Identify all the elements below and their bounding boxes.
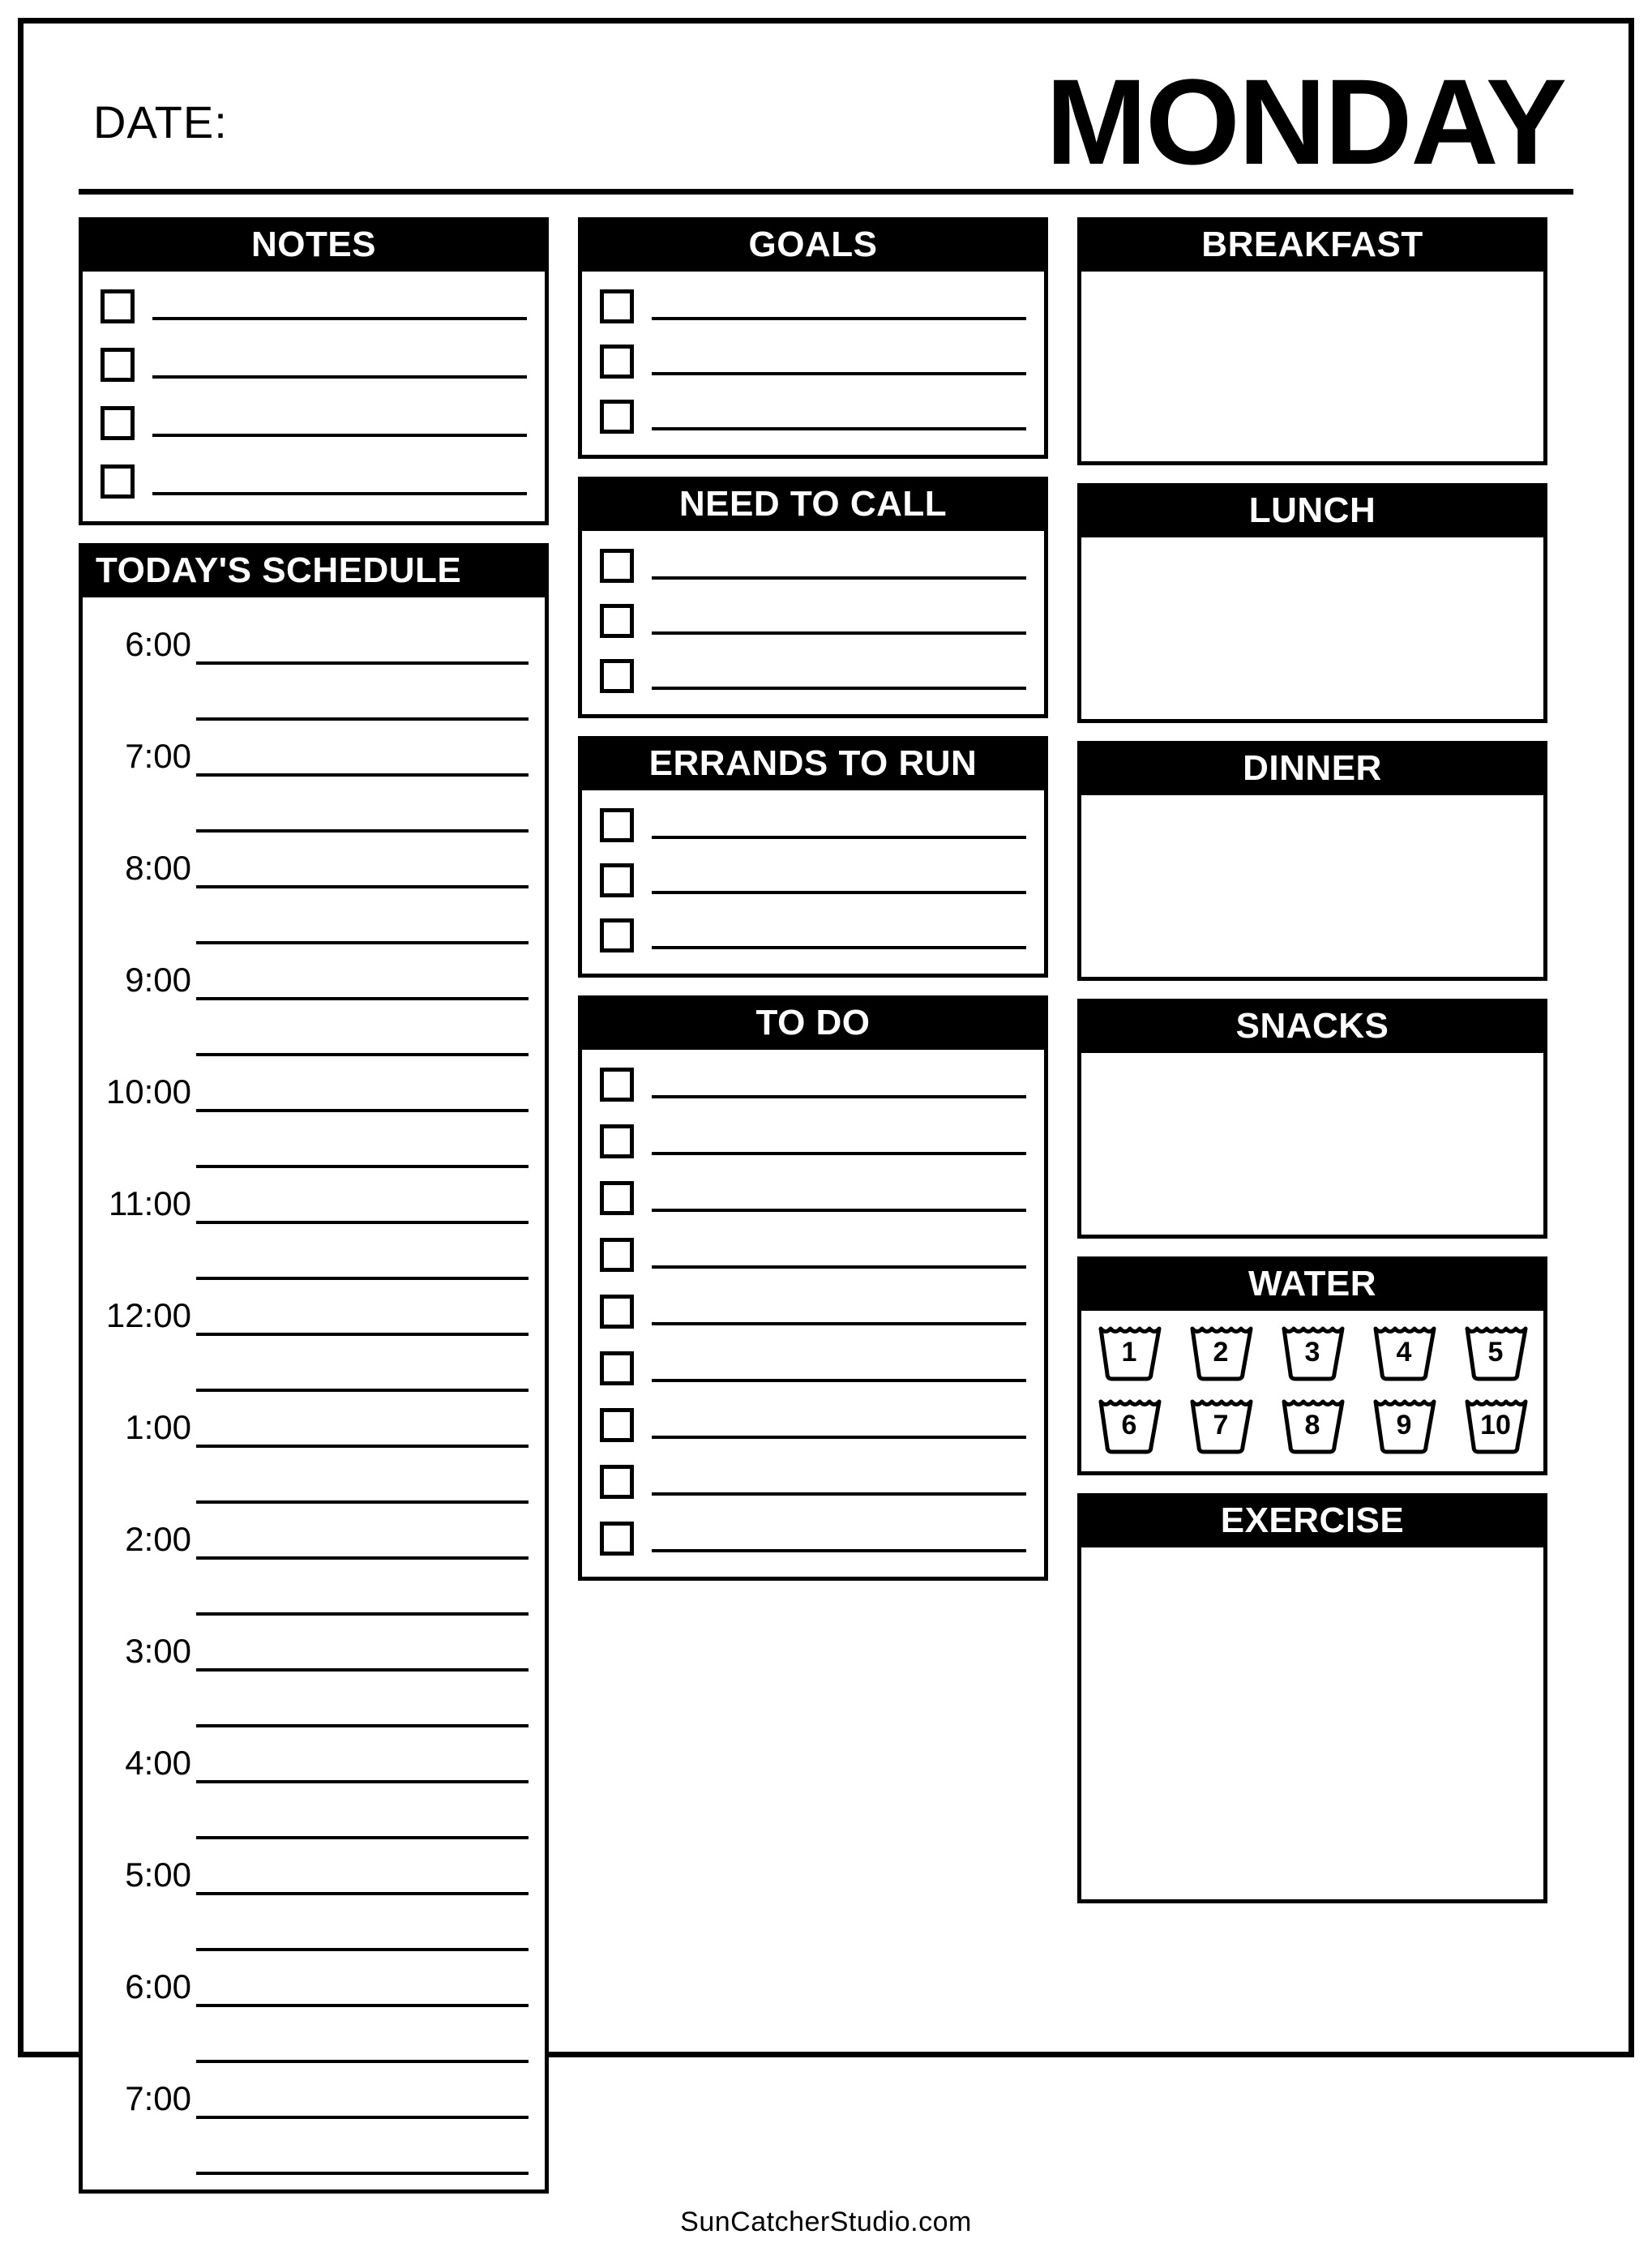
schedule-time: 3:00 xyxy=(125,1632,191,1670)
schedule-row[interactable] xyxy=(94,1168,529,1224)
write-line[interactable] xyxy=(196,1556,529,1616)
write-line[interactable] xyxy=(152,293,527,320)
write-line[interactable] xyxy=(196,1165,529,1224)
write-line[interactable] xyxy=(652,867,1026,894)
checkbox-icon[interactable] xyxy=(600,659,634,693)
write-line[interactable] xyxy=(196,1780,529,1839)
write-line[interactable] xyxy=(652,811,1026,839)
todo-row[interactable] xyxy=(600,1238,1026,1272)
dinner-title: DINNER xyxy=(1081,745,1543,795)
write-line[interactable] xyxy=(196,1333,529,1392)
page-header xyxy=(79,54,1573,190)
water-glass-number: 1 xyxy=(1121,1337,1137,1368)
checkbox-icon[interactable] xyxy=(600,1068,634,1102)
middle-column xyxy=(578,217,1048,1581)
water-glass-number: 9 xyxy=(1396,1410,1412,1440)
schedule-row[interactable] xyxy=(94,1951,529,2007)
write-line[interactable] xyxy=(196,1612,529,1672)
notes-row[interactable] xyxy=(101,464,527,499)
left-column xyxy=(79,217,549,2194)
write-line[interactable] xyxy=(652,662,1026,690)
checkbox-icon[interactable] xyxy=(101,289,135,323)
checkbox-icon[interactable] xyxy=(101,348,135,382)
checkbox-icon[interactable] xyxy=(600,289,634,323)
checkbox-icon[interactable] xyxy=(600,1522,634,1556)
exercise-title: EXERCISE xyxy=(1081,1497,1543,1547)
todo-row[interactable] xyxy=(600,1408,1026,1442)
water-glass-icon[interactable] xyxy=(1279,1324,1346,1384)
checkbox-icon[interactable] xyxy=(600,604,634,638)
need-to-call-title: NEED TO CALL xyxy=(582,481,1044,531)
need-to-call-row[interactable] xyxy=(600,549,1026,583)
goals-row[interactable] xyxy=(600,345,1026,379)
schedule-time: 2:00 xyxy=(125,1520,191,1558)
dinner-write-area[interactable] xyxy=(1081,795,1543,977)
checkbox-icon[interactable] xyxy=(600,1238,634,1272)
water-glass-number: 7 xyxy=(1213,1410,1229,1440)
schedule-body xyxy=(83,597,545,2189)
exercise-box xyxy=(1077,1493,1547,1903)
schedule-time: 8:00 xyxy=(125,849,191,887)
schedule-row-half[interactable] xyxy=(94,1560,529,1616)
errands-row[interactable] xyxy=(600,918,1026,952)
write-line[interactable] xyxy=(652,922,1026,949)
schedule-row-half[interactable] xyxy=(94,1112,529,1168)
schedule-row[interactable] xyxy=(94,1056,529,1112)
schedule-row-half[interactable] xyxy=(94,1336,529,1392)
water-glass-number: 3 xyxy=(1304,1337,1320,1368)
schedule-row-half[interactable] xyxy=(94,1672,529,1727)
schedule-time: 7:00 xyxy=(125,2079,191,2117)
need-to-call-row[interactable] xyxy=(600,659,1026,693)
schedule-time: 11:00 xyxy=(109,1184,191,1222)
water-glass-number: 6 xyxy=(1121,1410,1137,1440)
schedule-time: 10:00 xyxy=(105,1072,191,1111)
checkbox-icon[interactable] xyxy=(600,1408,634,1442)
right-column xyxy=(1077,217,1547,1903)
write-line[interactable] xyxy=(196,1221,529,1280)
lunch-title: LUNCH xyxy=(1081,487,1543,537)
write-line[interactable] xyxy=(196,941,529,1000)
checkbox-icon[interactable] xyxy=(600,1465,634,1499)
write-line[interactable] xyxy=(196,2004,529,2063)
schedule-time: 12:00 xyxy=(105,1296,191,1334)
water-glass-icon[interactable] xyxy=(1462,1324,1529,1384)
breakfast-title: BREAKFAST xyxy=(1081,221,1543,272)
content-columns xyxy=(79,217,1573,2194)
water-glass-icon[interactable] xyxy=(1371,1397,1437,1457)
write-line[interactable] xyxy=(196,885,529,944)
write-line[interactable] xyxy=(196,1668,529,1727)
water-glass-icon[interactable] xyxy=(1462,1397,1529,1457)
write-line[interactable] xyxy=(196,1836,529,1895)
schedule-time: 6:00 xyxy=(125,625,191,663)
checkbox-icon[interactable] xyxy=(600,400,634,434)
schedule-row[interactable] xyxy=(94,2063,529,2119)
date-label: DATE: xyxy=(93,96,228,148)
notes-title: NOTES xyxy=(83,221,545,272)
write-line[interactable] xyxy=(196,1277,529,1336)
snacks-box xyxy=(1077,999,1547,1239)
lunch-box xyxy=(1077,483,1547,723)
write-line[interactable] xyxy=(652,1525,1026,1552)
water-glass-number: 10 xyxy=(1480,1410,1511,1440)
notes-row[interactable] xyxy=(101,406,527,440)
schedule-row[interactable] xyxy=(94,833,529,888)
write-line[interactable] xyxy=(652,1411,1026,1439)
write-line[interactable] xyxy=(196,2116,529,2175)
water-title: WATER xyxy=(1081,1261,1543,1311)
goals-title: GOALS xyxy=(582,221,1044,272)
checkbox-icon[interactable] xyxy=(600,1124,634,1158)
write-line[interactable] xyxy=(196,1948,529,2007)
notes-body xyxy=(83,272,545,521)
errands-row[interactable] xyxy=(600,808,1026,842)
schedule-row-half[interactable] xyxy=(94,1783,529,1839)
schedule-row[interactable] xyxy=(94,609,529,665)
write-line[interactable] xyxy=(196,1892,529,1951)
todo-row[interactable] xyxy=(600,1181,1026,1215)
write-line[interactable] xyxy=(196,661,529,721)
write-line[interactable] xyxy=(652,1468,1026,1496)
todo-body xyxy=(582,1050,1044,1577)
snacks-title: SNACKS xyxy=(1081,1003,1543,1053)
breakfast-write-area[interactable] xyxy=(1081,272,1543,461)
exercise-write-area[interactable] xyxy=(1081,1547,1543,1899)
water-glass-number: 8 xyxy=(1304,1410,1320,1440)
schedule-time: 6:00 xyxy=(125,1967,191,2005)
schedule-row[interactable] xyxy=(94,1839,529,1895)
water-glass-icon[interactable] xyxy=(1188,1324,1254,1384)
water-box xyxy=(1077,1256,1547,1475)
schedule-row[interactable] xyxy=(94,1616,529,1672)
errands-box xyxy=(578,736,1048,978)
todo-row[interactable] xyxy=(600,1068,1026,1102)
water-glass-number: 2 xyxy=(1213,1337,1229,1368)
schedule-box xyxy=(79,543,549,2194)
checkbox-icon[interactable] xyxy=(600,549,634,583)
todo-row[interactable] xyxy=(600,1124,1026,1158)
schedule-time: 1:00 xyxy=(125,1408,191,1446)
water-glass-number: 4 xyxy=(1396,1337,1412,1368)
schedule-time: 4:00 xyxy=(125,1744,191,1782)
dinner-box xyxy=(1077,741,1547,981)
schedule-time: 5:00 xyxy=(125,1856,191,1894)
write-line[interactable] xyxy=(196,1389,529,1448)
write-line[interactable] xyxy=(652,403,1026,430)
lunch-write-area[interactable] xyxy=(1081,537,1543,719)
write-line[interactable] xyxy=(652,607,1026,635)
schedule-row-half[interactable] xyxy=(94,1895,529,1951)
need-to-call-body xyxy=(582,531,1044,714)
write-line[interactable] xyxy=(652,1355,1026,1382)
todo-row[interactable] xyxy=(600,1295,1026,1329)
checkbox-icon[interactable] xyxy=(600,918,634,952)
checkbox-icon[interactable] xyxy=(600,808,634,842)
schedule-row-half[interactable] xyxy=(94,1000,529,1056)
write-line[interactable] xyxy=(196,717,529,777)
write-line[interactable] xyxy=(196,829,529,888)
todo-row[interactable] xyxy=(600,1351,1026,1385)
water-glass-icon[interactable] xyxy=(1188,1397,1254,1457)
write-line[interactable] xyxy=(196,773,529,833)
schedule-row-half[interactable] xyxy=(94,2007,529,2063)
write-line[interactable] xyxy=(196,1053,529,1112)
write-line[interactable] xyxy=(196,606,529,665)
write-line[interactable] xyxy=(652,1298,1026,1325)
write-line[interactable] xyxy=(196,2060,529,2119)
snacks-write-area[interactable] xyxy=(1081,1053,1543,1235)
schedule-row-half[interactable] xyxy=(94,665,529,721)
schedule-row[interactable] xyxy=(94,944,529,1000)
water-glass-icon[interactable] xyxy=(1096,1324,1162,1384)
errands-title: ERRANDS TO RUN xyxy=(582,740,1044,790)
write-line[interactable] xyxy=(652,1184,1026,1212)
write-line[interactable] xyxy=(652,1071,1026,1098)
notes-row[interactable] xyxy=(101,289,527,323)
footer-credit: SunCatcherStudio.com xyxy=(680,2207,972,2237)
water-glass-icon[interactable] xyxy=(1279,1397,1346,1457)
schedule-row-half[interactable] xyxy=(94,1224,529,1280)
goals-row[interactable] xyxy=(600,289,1026,323)
errands-row[interactable] xyxy=(600,863,1026,897)
checkbox-icon[interactable] xyxy=(600,1181,634,1215)
water-glass-icon[interactable] xyxy=(1096,1397,1162,1457)
schedule-row[interactable] xyxy=(94,1727,529,1783)
schedule-row-half[interactable] xyxy=(94,1448,529,1504)
water-row-1 xyxy=(1096,1324,1529,1384)
schedule-row[interactable] xyxy=(94,1504,529,1560)
checkbox-icon[interactable] xyxy=(600,345,634,379)
todo-row[interactable] xyxy=(600,1522,1026,1556)
checkbox-icon[interactable] xyxy=(101,464,135,499)
checkbox-icon[interactable] xyxy=(600,863,634,897)
water-glass-icon[interactable] xyxy=(1371,1324,1437,1384)
need-to-call-box xyxy=(578,477,1048,718)
todo-title: TO DO xyxy=(582,1000,1044,1050)
write-line[interactable] xyxy=(196,1445,529,1504)
schedule-row[interactable] xyxy=(94,1392,529,1448)
write-line[interactable] xyxy=(652,1241,1026,1269)
todo-row[interactable] xyxy=(600,1465,1026,1499)
goals-box xyxy=(578,217,1048,459)
write-line[interactable] xyxy=(196,1109,529,1168)
checkbox-icon[interactable] xyxy=(600,1295,634,1329)
goals-body xyxy=(582,272,1044,455)
water-glass-number: 5 xyxy=(1487,1337,1504,1368)
write-line[interactable] xyxy=(196,1724,529,1783)
notes-row[interactable] xyxy=(101,348,527,382)
water-body xyxy=(1081,1311,1543,1471)
schedule-row-half[interactable] xyxy=(94,777,529,833)
notes-box xyxy=(79,217,549,525)
write-line[interactable] xyxy=(152,351,527,379)
write-line[interactable] xyxy=(196,1500,529,1560)
header-divider xyxy=(79,189,1573,195)
water-row-2 xyxy=(1096,1397,1529,1457)
todo-box xyxy=(578,995,1048,1581)
schedule-row-half[interactable] xyxy=(94,2119,529,2175)
write-line[interactable] xyxy=(652,348,1026,375)
schedule-row[interactable] xyxy=(94,721,529,777)
write-line[interactable] xyxy=(652,552,1026,580)
checkbox-icon[interactable] xyxy=(600,1351,634,1385)
schedule-row[interactable] xyxy=(94,1280,529,1336)
checkbox-icon[interactable] xyxy=(101,406,135,440)
write-line[interactable] xyxy=(152,468,527,495)
write-line[interactable] xyxy=(652,1128,1026,1155)
goals-row[interactable] xyxy=(600,400,1026,434)
breakfast-box xyxy=(1077,217,1547,465)
schedule-time: 7:00 xyxy=(125,737,191,775)
schedule-time: 9:00 xyxy=(125,961,191,999)
page-border-frame xyxy=(18,18,1634,2237)
schedule-title: TODAY'S SCHEDULE xyxy=(83,547,545,597)
weekday-title: MONDAY xyxy=(1046,54,1565,190)
errands-body xyxy=(582,790,1044,974)
need-to-call-row[interactable] xyxy=(600,604,1026,638)
write-line[interactable] xyxy=(196,997,529,1056)
write-line[interactable] xyxy=(152,409,527,437)
write-line[interactable] xyxy=(652,293,1026,320)
schedule-row-half[interactable] xyxy=(94,888,529,944)
